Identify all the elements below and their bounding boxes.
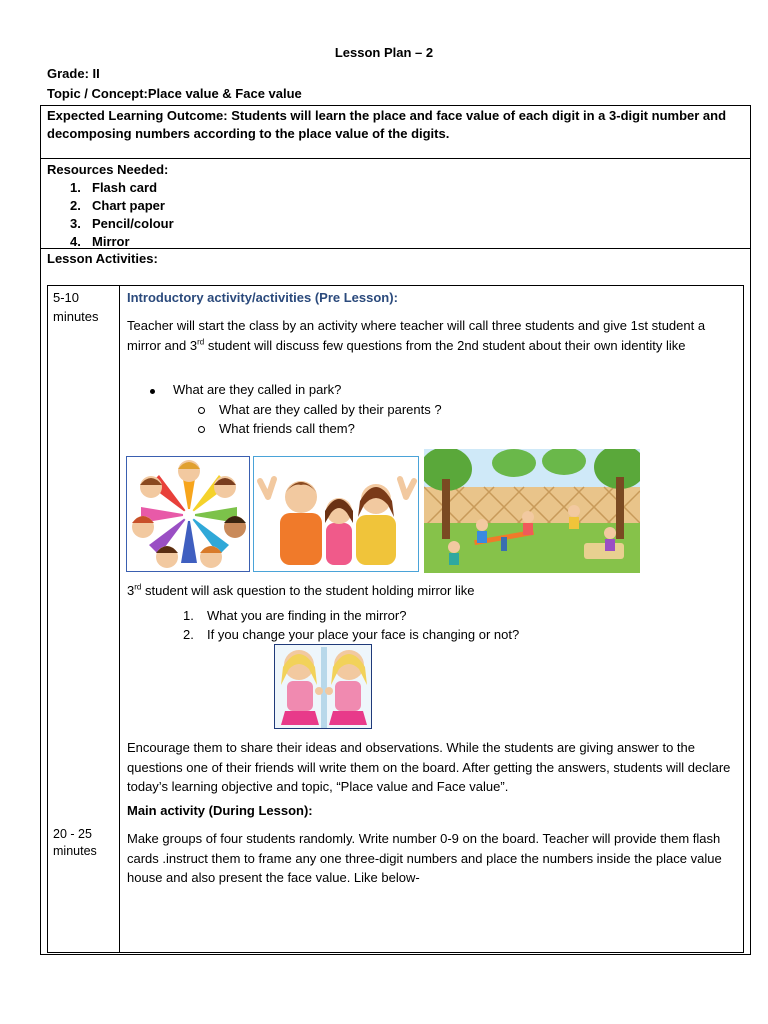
list-item: 4. Mirror	[70, 234, 130, 249]
main-activity-heading: Main activity (During Lesson):	[127, 803, 313, 818]
circle-bullet-icon	[198, 407, 205, 414]
list-item: 1. What you are finding in the mirror?	[183, 608, 407, 623]
family-image	[253, 456, 419, 572]
resources-heading: Resources Needed:	[47, 162, 169, 177]
intro-paragraph: Teacher will start the class by an activity where teacher will call three students and give 1st student a mirror and 3rd student will discuss few questions from the 2nd student about their own identity like	[127, 318, 706, 353]
encourage-paragraph: Encourage them to share their ideas and observations. While the students are giving answer to the questions one of their friends will write them on the board. After getting the answers, students will declare today’s learning objective and topic, “Place value and Face value”.	[127, 740, 731, 794]
intro-duration: 5-10 minutes	[53, 290, 99, 324]
intro-heading: Introductory activity/activities (Pre Lesson):	[127, 290, 398, 305]
row-divider	[40, 158, 751, 159]
circle-bullet-icon	[198, 426, 205, 433]
list-item: 2. If you change your place your face is changing or not?	[183, 627, 520, 642]
topic-label: Topic / Concept:Place value & Face value	[47, 86, 302, 101]
question-intro: 3rd student will ask question to the student holding mirror like	[127, 582, 475, 598]
list-item: 2. Chart paper	[70, 198, 165, 213]
activities-heading: Lesson Activities:	[47, 251, 158, 266]
page-title: Lesson Plan – 2	[334, 45, 434, 60]
column-divider	[119, 285, 120, 953]
bullet-icon	[150, 389, 155, 394]
list-item: 3. Pencil/colour	[70, 216, 174, 231]
main-duration: 20 - 25 minutes	[53, 827, 97, 858]
learning-outcome: Expected Learning Outcome: Students will learn the place and face value of each digit in a 3-digit number and decomposing numbers according to the place value of the digits.	[47, 108, 727, 141]
list-item: 1. Flash card	[70, 180, 158, 195]
resources-list	[70, 179, 174, 251]
mirror-image	[274, 644, 372, 729]
park-scene-image	[424, 449, 640, 573]
main-activity-paragraph: Make groups of four students randomly. Write number 0-9 on the board. Teacher will provide them flash cards .instruct them to frame any one three-digit numbers and place the numbers inside the place value house and also present the face value. Like below-	[127, 831, 722, 885]
children-circle-image	[126, 456, 250, 572]
grade-label: Grade: II	[47, 66, 100, 81]
